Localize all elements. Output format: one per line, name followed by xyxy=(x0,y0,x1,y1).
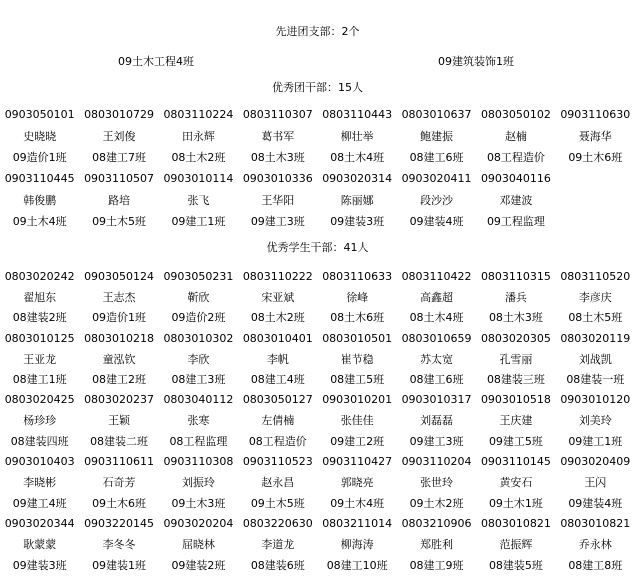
table-cell: 09建装3班 xyxy=(330,215,385,229)
table-row xyxy=(0,493,635,514)
excellent-cadres-table xyxy=(0,104,635,232)
table-cell: 0903050124 xyxy=(84,269,155,283)
table-cell: 08土木3班 xyxy=(250,151,305,165)
table-cell: 张世玲 xyxy=(420,476,454,490)
table-cell: 08建工3班 xyxy=(171,373,226,387)
table-cell: 0903010403 xyxy=(4,455,75,469)
table-cell: 0803010125 xyxy=(4,331,75,345)
table-cell: 08工程造价 xyxy=(486,151,545,165)
table-cell: 08土木4班 xyxy=(330,151,385,165)
table-cell: 09建工4班 xyxy=(12,496,67,510)
table-cell: 0803050127 xyxy=(242,393,313,407)
table-cell: 王华阳 xyxy=(261,193,295,207)
table-row xyxy=(0,431,635,452)
table-cell: 0903110611 xyxy=(84,455,155,469)
table-cell: 黄安石 xyxy=(499,476,533,490)
table-cell: 刘美玲 xyxy=(578,414,612,428)
table-cell: 09建装1班 xyxy=(92,558,147,572)
table-cell: 09建装4班 xyxy=(409,215,464,229)
table-cell: 08建装二班 xyxy=(90,435,149,449)
table-cell: 08建装5班 xyxy=(488,558,543,572)
table-cell: 09造价1班 xyxy=(92,311,147,325)
table-row xyxy=(0,390,635,411)
table-cell: 范振辉 xyxy=(499,538,533,552)
table-cell: 0803010637 xyxy=(401,108,472,122)
table-cell: 08建工1班 xyxy=(12,373,67,387)
table-cell: 杨珍珍 xyxy=(23,414,57,428)
table-cell: 李帆 xyxy=(266,352,289,366)
table-cell: 09土木6班 xyxy=(92,496,147,510)
table-cell: 0803010729 xyxy=(84,108,155,122)
table-cell: 刘振玲 xyxy=(181,476,215,490)
table-cell: 王刘俊 xyxy=(102,129,136,143)
table-cell: 0803020119 xyxy=(560,331,631,345)
table-cell: 09土木5班 xyxy=(92,215,147,229)
table-cell: 左倩楠 xyxy=(261,414,295,428)
table-cell: 0903010201 xyxy=(322,393,393,407)
table-cell: 08土木5班 xyxy=(568,311,623,325)
table-cell: 09造价2班 xyxy=(171,311,226,325)
table-row xyxy=(0,369,635,390)
table-row xyxy=(0,348,635,369)
table-cell: 09建工3班 xyxy=(409,435,464,449)
table-cell: 靳欣 xyxy=(187,290,210,304)
excellent-cadres-title: 优秀团干部：15人 xyxy=(272,81,363,94)
table-cell: 09土木3班 xyxy=(171,496,226,510)
table-row xyxy=(0,472,635,493)
table-row xyxy=(0,104,635,125)
table-row xyxy=(0,287,635,308)
table-cell: 段沙沙 xyxy=(420,193,454,207)
table-cell: 0903020411 xyxy=(401,172,472,186)
table-cell: 柳海涛 xyxy=(340,538,374,552)
table-cell: 08土木2班 xyxy=(171,151,226,165)
table-row xyxy=(0,410,635,431)
table-row xyxy=(0,307,635,328)
table-cell: 08建装三班 xyxy=(486,373,545,387)
table-cell: 08建工9班 xyxy=(409,558,464,572)
table-row xyxy=(0,554,635,575)
table-cell: 0903110630 xyxy=(560,108,631,122)
table-cell: 09土木2班 xyxy=(409,496,464,510)
table-cell: 0803010659 xyxy=(401,331,472,345)
table-cell: 田永辉 xyxy=(181,129,215,143)
table-row xyxy=(0,210,635,231)
table-cell: 09建工1班 xyxy=(171,215,226,229)
table-cell: 李道龙 xyxy=(261,538,295,552)
table-cell: 潘兵 xyxy=(504,290,527,304)
table-cell: 09土木4班 xyxy=(12,215,67,229)
table-row xyxy=(0,168,635,189)
excellent-student-cadres-table xyxy=(0,266,635,575)
table-cell: 张佳佳 xyxy=(340,414,374,428)
table-row xyxy=(0,189,635,210)
table-cell: 0803110224 xyxy=(163,108,234,122)
advanced-branch-title: 先进团支部：2个 xyxy=(275,25,360,38)
table-cell: 0903110308 xyxy=(163,455,234,469)
table-cell: 柳壮举 xyxy=(340,129,374,143)
table-cell: 08建装6班 xyxy=(250,558,305,572)
table-cell: 李欣 xyxy=(187,352,210,366)
table-cell: 08建工5班 xyxy=(330,373,385,387)
table-cell: 0803110633 xyxy=(322,269,393,283)
table-cell: 0903110145 xyxy=(480,455,551,469)
table-cell: 0803020425 xyxy=(4,393,75,407)
table-cell: 0803020242 xyxy=(4,269,75,283)
table-cell: 0803211014 xyxy=(322,516,393,530)
table-cell: 0903220145 xyxy=(84,516,155,530)
table-cell: 08土木3班 xyxy=(488,311,543,325)
table-cell: 0903050231 xyxy=(163,269,234,283)
table-row xyxy=(0,513,635,534)
table-cell: 徐峰 xyxy=(346,290,369,304)
table-cell: 0803110422 xyxy=(401,269,472,283)
table-row xyxy=(0,125,635,146)
table-cell: 0903010120 xyxy=(560,393,631,407)
table-cell: 09建工3班 xyxy=(250,215,305,229)
table-cell: 09建工5班 xyxy=(488,435,543,449)
table-cell: 0903010317 xyxy=(401,393,472,407)
table-cell: 09土木4班 xyxy=(330,496,385,510)
table-cell: 聂海华 xyxy=(578,129,612,143)
table-cell: 王志杰 xyxy=(102,290,136,304)
table-cell: 0803010302 xyxy=(163,331,234,345)
table-cell: 0803110315 xyxy=(480,269,551,283)
table-cell: 0803020305 xyxy=(480,331,551,345)
table-cell: 08建工6班 xyxy=(409,151,464,165)
table-cell: 08建工7班 xyxy=(92,151,147,165)
table-cell: 0903110204 xyxy=(401,455,472,469)
table-cell: 葛书军 xyxy=(261,129,295,143)
table-cell: 童泓钦 xyxy=(102,352,136,366)
table-cell: 0803020237 xyxy=(84,393,155,407)
table-cell: 09土木1班 xyxy=(488,496,543,510)
table-cell: 乔永林 xyxy=(578,538,612,552)
table-cell: 0903010518 xyxy=(480,393,551,407)
table-cell: 王颖 xyxy=(108,414,131,428)
table-cell: 赵楠 xyxy=(504,129,527,143)
table-cell: 邓建波 xyxy=(499,193,533,207)
table-cell: 0803040112 xyxy=(163,393,234,407)
table-cell: 苏太宽 xyxy=(420,352,454,366)
table-cell: 0803010821 xyxy=(480,516,551,530)
table-cell: 0903020314 xyxy=(322,172,393,186)
table-cell: 09建装4班 xyxy=(568,496,623,510)
table-cell: 0903110507 xyxy=(84,172,155,186)
table-cell: 08建装四班 xyxy=(10,435,69,449)
table-row xyxy=(0,266,635,287)
table-cell: 李冬冬 xyxy=(102,538,136,552)
table-cell: 宋亚斌 xyxy=(261,290,295,304)
table-row xyxy=(0,534,635,555)
advanced-unit-2: 09建筑装饰1班 xyxy=(438,55,514,68)
table-cell: 09土木5班 xyxy=(250,496,305,510)
excellent-student-cadres-title: 优秀学生干部：41人 xyxy=(266,241,369,254)
table-cell: 0903050101 xyxy=(4,108,75,122)
table-cell: 鲍建振 xyxy=(420,129,454,143)
table-cell: 0803110443 xyxy=(322,108,393,122)
advanced-unit-1: 09土木工程4班 xyxy=(118,55,194,68)
table-cell: 0803110222 xyxy=(242,269,313,283)
table-cell: 韩俊鹏 xyxy=(23,193,57,207)
table-cell: 刘战凯 xyxy=(578,352,612,366)
table-cell: 0803050102 xyxy=(480,108,551,122)
table-cell: 耿蒙蒙 xyxy=(23,538,57,552)
table-cell: 0903110427 xyxy=(322,455,393,469)
table-cell: 08土木4班 xyxy=(409,311,464,325)
table-cell: 09建工2班 xyxy=(330,435,385,449)
table-cell: 0803220630 xyxy=(242,516,313,530)
table-cell: 张寒 xyxy=(187,414,210,428)
table-cell: 09工程监理 xyxy=(486,215,545,229)
table-cell: 08建工4班 xyxy=(250,373,305,387)
table-cell: 0803010401 xyxy=(242,331,313,345)
table-cell: 赵永昌 xyxy=(261,476,295,490)
table-cell: 李晓彬 xyxy=(23,476,57,490)
table-cell: 0803210906 xyxy=(401,516,472,530)
table-cell: 石奇芳 xyxy=(102,476,136,490)
table-cell: 李彦庆 xyxy=(578,290,612,304)
table-cell: 0903020204 xyxy=(163,516,234,530)
table-cell: 08建装一班 xyxy=(566,373,625,387)
table-cell: 陈丽娜 xyxy=(340,193,374,207)
table-cell: 0803010821 xyxy=(560,516,631,530)
table-cell: 08工程造价 xyxy=(248,435,307,449)
table-cell: 0903010336 xyxy=(242,172,313,186)
table-cell: 0803110307 xyxy=(242,108,313,122)
table-cell: 路培 xyxy=(108,193,131,207)
table-cell: 孔雪丽 xyxy=(499,352,533,366)
table-cell: 08建工2班 xyxy=(92,373,147,387)
table-cell: 屈晓林 xyxy=(181,538,215,552)
table-cell: 08工程监理 xyxy=(169,435,228,449)
table-cell: 08建工6班 xyxy=(409,373,464,387)
table-cell: 08土木2班 xyxy=(250,311,305,325)
table-cell: 郑胜利 xyxy=(420,538,454,552)
table-row xyxy=(0,328,635,349)
table-row xyxy=(0,451,635,472)
table-cell: 郭晓亮 xyxy=(340,476,374,490)
table-cell: 0803010501 xyxy=(322,331,393,345)
table-cell: 0903020344 xyxy=(4,516,75,530)
table-cell: 0903110523 xyxy=(242,455,313,469)
table-row xyxy=(0,147,635,168)
table-cell: 王闪 xyxy=(584,476,607,490)
table-cell: 09土木6班 xyxy=(568,151,623,165)
table-cell: 0903040116 xyxy=(480,172,551,186)
table-cell: 高鑫超 xyxy=(420,290,454,304)
table-cell: 刘磊磊 xyxy=(420,414,454,428)
table-cell: 0903110445 xyxy=(4,172,75,186)
table-cell: 史晓晓 xyxy=(23,129,57,143)
table-cell: 崔节稳 xyxy=(340,352,374,366)
table-cell: 0803110520 xyxy=(560,269,631,283)
table-cell: 08建工10班 xyxy=(326,558,388,572)
table-cell: 09建装2班 xyxy=(171,558,226,572)
table-cell: 08建装2班 xyxy=(12,311,67,325)
table-cell: 翟旭东 xyxy=(23,290,57,304)
table-cell: 09造价1班 xyxy=(12,151,67,165)
table-cell: 0803010218 xyxy=(84,331,155,345)
table-cell: 08土木6班 xyxy=(330,311,385,325)
table-cell: 0903010114 xyxy=(163,172,234,186)
table-cell: 09建装3班 xyxy=(12,558,67,572)
table-cell: 09建工1班 xyxy=(568,435,623,449)
table-cell: 08建工8班 xyxy=(568,558,623,572)
table-cell: 0903020409 xyxy=(560,455,631,469)
table-cell: 张飞 xyxy=(187,193,210,207)
table-cell: 王庆建 xyxy=(499,414,533,428)
table-cell: 王亚龙 xyxy=(23,352,57,366)
